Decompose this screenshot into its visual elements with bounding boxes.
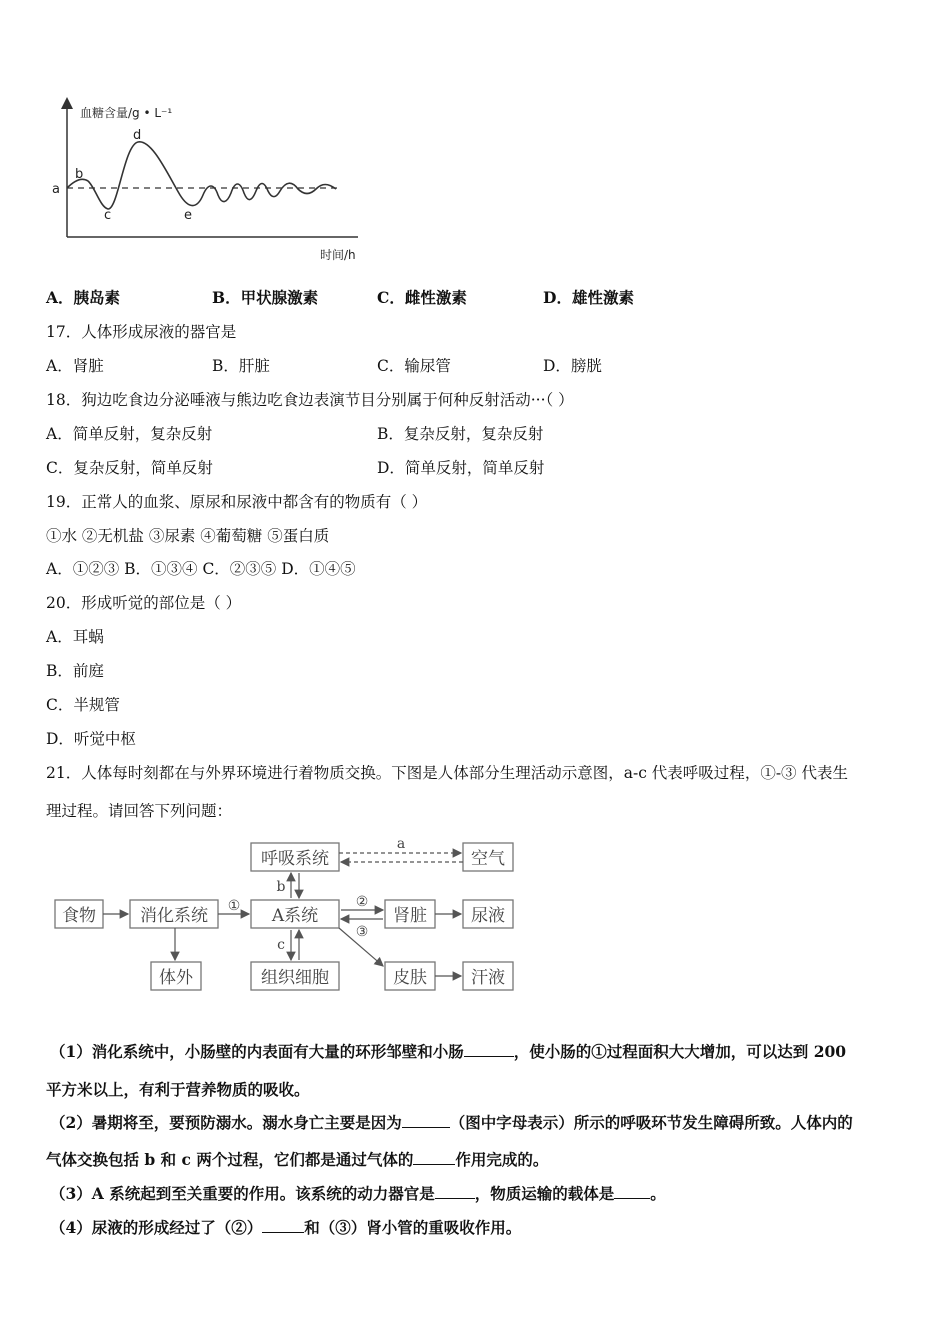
q21-sub4-text-a: （4）尿液的形成经过了（②） bbox=[50, 1218, 263, 1237]
blood-sugar-graph bbox=[40, 95, 380, 270]
q18-option-b: B．复杂反射，复杂反射 bbox=[377, 425, 544, 443]
q16-option-b: B．甲状腺激素 bbox=[212, 288, 319, 307]
q21-sub1-text-b: ，使小肠的①过程面积大大增加，可以达到 200 bbox=[513, 1042, 847, 1061]
q20-option-c: C．半规管 bbox=[46, 696, 120, 714]
q18-stem: 18．狗边吃食边分泌唾液与熊边吃食边表演节目分别属于何种反射活动···（ ） bbox=[46, 391, 574, 409]
q21-sub3-line bbox=[50, 1182, 666, 1204]
q17-option-b: B．肝脏 bbox=[212, 357, 270, 375]
q21-sub1-line1 bbox=[50, 1040, 846, 1062]
q21-stem-line1: 21．人体每时刻都在与外界环境进行着物质交换。下图是人体部分生理活动示意图，a-c 代表呼吸过程，①-③ 代表生 bbox=[46, 764, 848, 782]
q21-sub3-text-b: ，物质运输的载体是 bbox=[474, 1184, 615, 1203]
q17-option-a: A．肾脏 bbox=[46, 357, 104, 375]
label-process-c: c bbox=[277, 937, 285, 953]
q21-sub2-line1 bbox=[50, 1111, 853, 1133]
label-respiratory: 呼吸系统 bbox=[261, 849, 329, 869]
q16-option-c: C．雌性激素 bbox=[377, 288, 467, 307]
q19-stem: 19．正常人的血浆、原尿和尿液中都含有的物质有（ ） bbox=[46, 493, 428, 511]
q16-option-a: A．胰岛素 bbox=[46, 288, 121, 307]
q21-sub3-text-a: （3）A 系统起到至关重要的作用。该系统的动力器官是 bbox=[50, 1184, 435, 1203]
label-tissue: 组织细胞 bbox=[261, 968, 329, 988]
q21-sub4-text-b: 和（③）肾小管的重吸收作用。 bbox=[304, 1218, 522, 1237]
point-c: c bbox=[104, 208, 112, 223]
q21-sub2-text-a: （2）暑期将至，要预防溺水。溺水身亡主要是因为 bbox=[50, 1113, 402, 1132]
label-process-2: ② bbox=[355, 894, 369, 910]
q20-option-d: D．听觉中枢 bbox=[46, 730, 136, 748]
answer-blank-2[interactable] bbox=[402, 1113, 450, 1128]
point-e: e bbox=[184, 208, 192, 223]
point-b: b bbox=[75, 167, 84, 182]
answer-blank-6[interactable] bbox=[262, 1218, 304, 1233]
label-air: 空气 bbox=[471, 849, 505, 869]
q17-option-c: C．输尿管 bbox=[377, 357, 451, 375]
answer-blank-1[interactable] bbox=[464, 1042, 514, 1057]
point-a: a bbox=[52, 182, 60, 197]
q17-stem: 17．人体形成尿液的器官是 bbox=[46, 323, 237, 341]
q19-options: A．①②③ B．①③④ C．②③⑤ D．①④⑤ bbox=[46, 560, 356, 578]
q21-sub2-text-b: （图中字母表示）所示的呼吸环节发生障碍所致。人体内的 bbox=[449, 1113, 853, 1132]
blood-sugar-curve bbox=[67, 142, 336, 209]
q21-sub4-line bbox=[50, 1216, 521, 1238]
q21-sub2-line2 bbox=[46, 1148, 548, 1170]
label-process-b: b bbox=[276, 879, 286, 895]
q21-sub2-text-c: 气体交换包括 b 和 c 两个过程，它们都是通过气体的 bbox=[46, 1150, 414, 1169]
xlabel: 时间/h bbox=[320, 248, 356, 262]
label-digestive: 消化系统 bbox=[140, 906, 208, 926]
point-d: d bbox=[133, 128, 142, 143]
label-outside: 体外 bbox=[159, 968, 193, 988]
q18-option-d: D．简单反射，简单反射 bbox=[377, 459, 545, 477]
answer-blank-5[interactable] bbox=[614, 1184, 650, 1199]
q18-option-a: A．简单反射，复杂反射 bbox=[46, 425, 213, 443]
q16-option-d: D．雄性激素 bbox=[543, 288, 634, 307]
q21-sub3-text-c: 。 bbox=[650, 1184, 666, 1203]
label-sweat: 汗液 bbox=[471, 968, 505, 988]
answer-blank-3[interactable] bbox=[413, 1150, 455, 1165]
label-a-system: A系统 bbox=[271, 906, 319, 926]
label-skin: 皮肤 bbox=[393, 968, 427, 988]
label-process-3: ③ bbox=[355, 924, 369, 940]
q20-stem: 20．形成听觉的部位是（ ） bbox=[46, 594, 242, 612]
q21-sub1-line2: 平方米以上，有利于营养物质的吸收。 bbox=[46, 1080, 310, 1099]
label-process-a: a bbox=[396, 836, 406, 852]
label-kidney: 肾脏 bbox=[393, 906, 427, 926]
q20-option-a: A．耳蜗 bbox=[46, 628, 104, 646]
q21-sub1-text-a: （1）消化系统中，小肠壁的内表面有大量的环形邹壁和小肠 bbox=[50, 1042, 464, 1061]
q21-sub2-text-d: 作用完成的。 bbox=[455, 1150, 549, 1169]
q19-items: ①水 ②无机盐 ③尿素 ④葡萄糖 ⑤蛋白质 bbox=[46, 527, 330, 545]
q18-option-c: C．复杂反射，简单反射 bbox=[46, 459, 213, 477]
label-process-1: ① bbox=[227, 898, 241, 914]
q17-option-d: D．膀胱 bbox=[543, 357, 602, 375]
label-food: 食物 bbox=[62, 906, 96, 926]
physiology-diagram bbox=[45, 835, 535, 1000]
q21-stem-line2: 理过程。请回答下列问题： bbox=[46, 802, 233, 820]
ylabel: 血糖含量/g • L⁻¹ bbox=[80, 106, 173, 120]
answer-blank-4[interactable] bbox=[435, 1184, 475, 1199]
q20-option-b: B．前庭 bbox=[46, 662, 104, 680]
label-urine: 尿液 bbox=[471, 906, 505, 926]
